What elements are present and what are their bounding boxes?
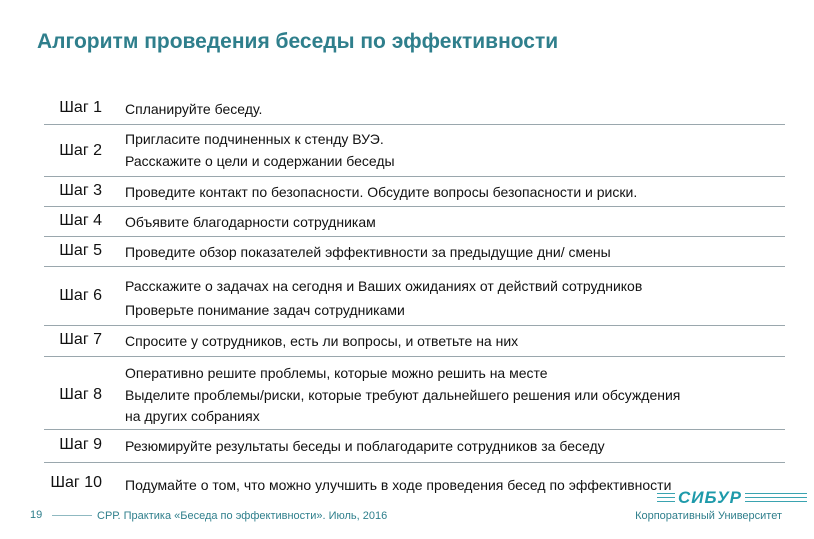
step-description	[125, 212, 785, 234]
university-label: Корпоративный Университет	[635, 510, 782, 522]
page-number: 19	[30, 509, 43, 521]
step-description	[125, 129, 785, 172]
row-divider	[44, 266, 785, 267]
step-line: Подумайте о том, что можно улучшить в ходе проведения бесед по эффективности	[125, 477, 672, 493]
row-divider	[44, 356, 785, 357]
step-description	[125, 182, 785, 204]
step-label: Шаг 5	[59, 242, 102, 259]
step-description	[125, 331, 785, 353]
step-line: Выделите проблемы/риски, которые требуют дальнейшего решения или обсуждения	[125, 386, 681, 403]
step-label: Шаг 10	[50, 474, 102, 491]
step-label: Шаг 1	[59, 99, 102, 116]
step-description	[125, 99, 785, 121]
step-line: на других собраниях	[125, 408, 260, 424]
step-description	[125, 242, 785, 264]
row-divider	[44, 325, 785, 326]
step-label: Шаг 9	[59, 436, 102, 453]
row-divider	[44, 429, 785, 430]
step-line: Проверьте понимание задач сотрудниками	[125, 302, 405, 318]
step-line: Объявите благодарности сотрудникам	[125, 214, 376, 230]
step-label: Шаг 7	[59, 331, 102, 348]
row-divider	[44, 236, 785, 237]
step-label: Шаг 8	[59, 386, 102, 403]
step-label: Шаг 3	[59, 182, 102, 199]
footer-divider	[52, 515, 92, 516]
step-line: Резюмируйте результаты беседы и поблагодарите сотрудников за беседу	[125, 438, 605, 454]
step-description	[125, 436, 785, 458]
step-line: Расскажите о цели и содержании беседы	[125, 152, 395, 169]
row-divider	[44, 462, 785, 463]
row-divider	[44, 176, 785, 177]
step-label: Шаг 4	[59, 212, 102, 229]
step-description	[125, 363, 785, 428]
row-divider	[44, 124, 785, 125]
footer-caption: СРР. Практика «Беседа по эффективности». Июль, 2016	[97, 510, 388, 522]
step-line: Спланируйте беседу.	[125, 101, 263, 117]
row-divider	[44, 206, 785, 207]
step-line: Пригласите подчиненных к стенду ВУЭ.	[125, 131, 384, 147]
step-description	[125, 273, 785, 322]
step-label: Шаг 2	[59, 142, 102, 159]
step-line: Спросите у сотрудников, есть ли вопросы, и ответьте на них	[125, 333, 519, 349]
sibur-logo	[657, 489, 807, 507]
slide-title: Алгоритм проведения беседы по эффективности	[37, 30, 559, 53]
step-line: Расскажите о задачах на сегодня и Ваших ожиданиях от действий сотрудников	[125, 278, 643, 294]
step-line: Проведите обзор показателей эффективности за предыдущие дни/ смены	[125, 244, 611, 260]
step-line: Проведите контакт по безопасности. Обсудите вопросы безопасности и риски.	[125, 184, 638, 200]
step-line: Оперативно решите проблемы, которые можно решить на месте	[125, 365, 548, 381]
step-label: Шаг 6	[59, 287, 102, 304]
logo-wordmark: СИБУР	[675, 489, 745, 507]
